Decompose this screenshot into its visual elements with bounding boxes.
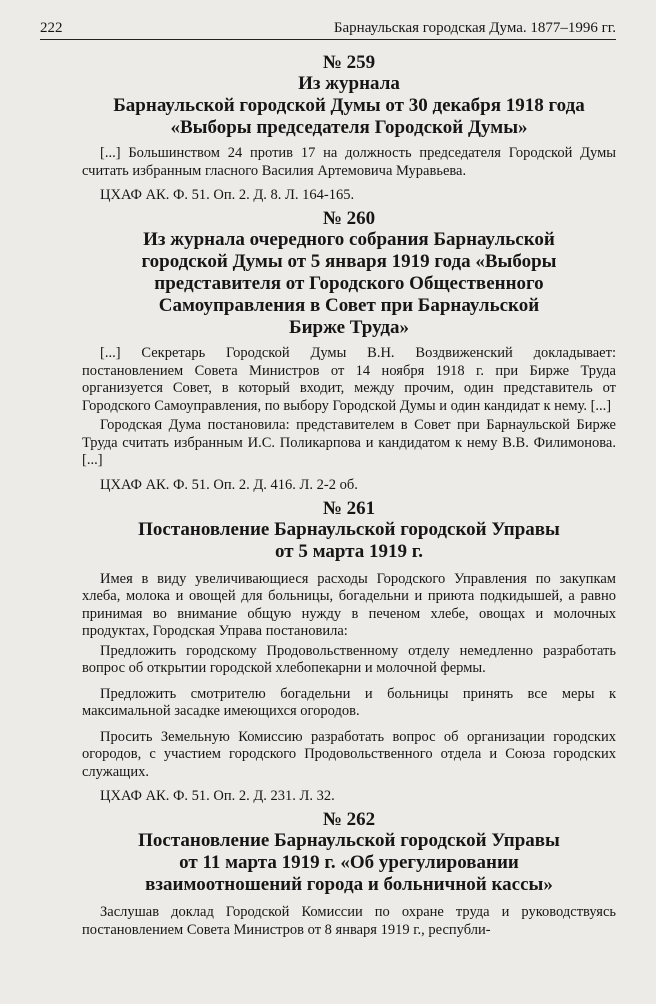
- archive-citation: ЦХАФ АК. Ф. 51. Оп. 2. Д. 231. Л. 32.: [100, 788, 335, 804]
- document-261: [82, 498, 616, 806]
- body-paragraph: Городская Дума постановила: представителем в Совет при Барнаульской Бирже Труда считать избранным И.С. Поликарпова и кандидатом к нему В.В. Филимонова. [...]: [82, 417, 616, 468]
- page-number: 222: [40, 20, 63, 36]
- body-paragraph: Предложить городскому Продовольственному отделу немедленно разработать вопрос об открытии городской хлебопекарни и молочной фермы.: [82, 642, 616, 676]
- title-line: Бирже Труда»: [289, 317, 409, 338]
- title-line: от 5 марта 1919 г.: [274, 540, 423, 562]
- page-content: [82, 52, 616, 939]
- title-line: «Выборы председателя Городской Думы»: [170, 117, 528, 138]
- body-paragraph: [...] Большинством 24 против 17 на должность председателя Городской Думы считать избранным гласного Василия Артемовича Муравьева.: [82, 145, 616, 179]
- document-number: № 260: [322, 208, 376, 229]
- title-line: городской Думы от 5 января 1919 года «Выборы: [141, 251, 557, 272]
- title-line: Из журнала: [298, 73, 400, 94]
- document-260: [82, 208, 616, 494]
- body-paragraph: [...] Секретарь Городской Думы В.Н. Воздвиженский докладывает: постановлением Совета Министров от 14 ноября 1918 г. при Бирже Труда организуется Совет, в который входит, между прочим, один представитель от Городского Самоуправления, по выбору Городской Думы и один кандидат к нему. [...]: [82, 345, 616, 414]
- title-line: Постановление Барнаульской городской Управы: [138, 518, 560, 540]
- document-title: [82, 229, 616, 339]
- running-title: Барнаульская городская Дума. 1877–1996 гг.: [333, 20, 616, 36]
- running-header: [40, 20, 616, 40]
- title-line: Из журнала очередного собрания Барнаульской: [143, 229, 555, 250]
- archive-citation: ЦХАФ АК. Ф. 51. Оп. 2. Д. 416. Л. 2-2 об.: [100, 476, 358, 493]
- title-line: взаимоотношений города и больничной кассы»: [145, 874, 553, 895]
- archive-citation: ЦХАФ АК. Ф. 51. Оп. 2. Д. 8. Л. 164-165.: [100, 187, 355, 203]
- body-paragraph: Имея в виду увеличивающиеся расходы Городского Управления по закупкам хлеба, молока и овощей для больницы, богадельни и приюта подкидышей, а равно принимая во внимание общую нужду в печеном хлебе, овощах и молочных продуктах, Городская Управа постановила:: [82, 570, 616, 639]
- body-paragraph: Предложить смотрителю богадельни и больницы принять все меры к максимальной засадке имеющихся огородов.: [82, 685, 616, 719]
- body-paragraph: Просить Земельную Комиссию разработать вопрос об организации городских огородов, с участием городского Продовольственного отдела и Союза городских служащих.: [82, 728, 616, 780]
- body-paragraph: Заслушав доклад Городской Комиссии по охране труда и руководствуясь постановлением Совета Министров от 8 января 1919 г., республи-: [82, 904, 616, 938]
- document-title: [82, 519, 616, 563]
- document-number: № 262: [322, 809, 376, 830]
- document-title: [82, 830, 616, 896]
- title-line: Самоуправления в Совет при Барнаульской: [158, 295, 540, 316]
- document-number: № 259: [322, 52, 376, 73]
- title-line: Барнаульской городской Думы от 30 декабря 1918 года: [113, 95, 585, 116]
- title-line: представителя от Городского Общественного: [154, 273, 544, 294]
- document-262: [82, 809, 616, 939]
- title-line: Постановление Барнаульской городской Управы: [138, 830, 560, 851]
- document-title: [82, 73, 616, 139]
- document-number: № 261: [322, 497, 376, 519]
- title-line: от 11 марта 1919 г. «Об урегулировании: [179, 852, 519, 873]
- document-259: [82, 52, 616, 204]
